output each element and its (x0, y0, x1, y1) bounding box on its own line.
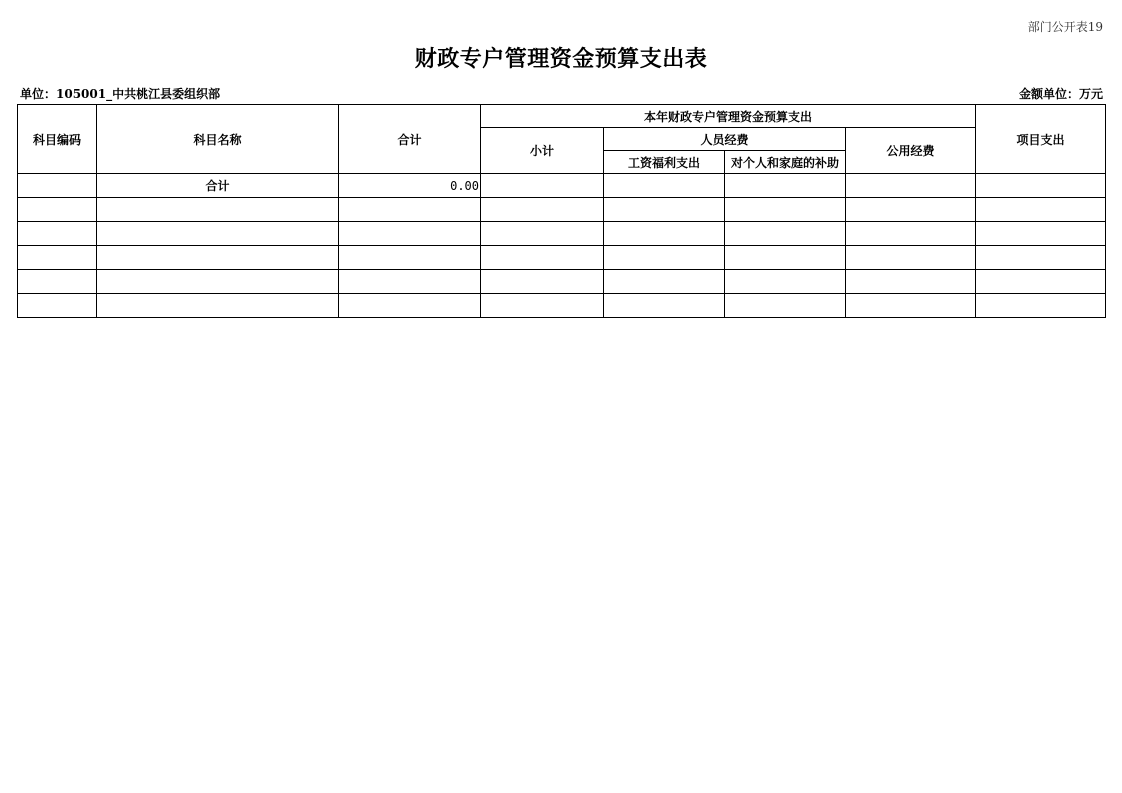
header-project: 项目支出 (976, 105, 1106, 174)
cell-project (976, 198, 1106, 222)
cell-code (18, 198, 97, 222)
table-row (18, 270, 1106, 294)
cell-subtotal (481, 270, 604, 294)
unit-label: 单位：105001_中共桃江县委组织部 (20, 87, 221, 101)
cell-code (18, 294, 97, 318)
cell-code (18, 246, 97, 270)
cell-subtotal (481, 246, 604, 270)
cell-project (976, 174, 1106, 198)
cell-public (846, 174, 976, 198)
amount-unit-label: 金额单位：万元 (1018, 87, 1103, 101)
cell-subsidy (725, 246, 846, 270)
header-name: 科目名称 (97, 105, 339, 174)
cell-subsidy (725, 222, 846, 246)
cell-code (18, 270, 97, 294)
cell-total (339, 198, 481, 222)
form-number: 部门公开表19 (1027, 20, 1103, 34)
cell-public (846, 246, 976, 270)
header-subsidy: 对个人和家庭的补助 (725, 151, 846, 174)
header-code: 科目编码 (18, 105, 97, 174)
cell-subtotal (481, 198, 604, 222)
table-body (18, 174, 1106, 318)
cell-name: 合计 (97, 174, 339, 198)
cell-project (976, 246, 1106, 270)
cell-total (339, 294, 481, 318)
cell-name (97, 246, 339, 270)
cell-name (97, 270, 339, 294)
header-subtotal: 小计 (481, 128, 604, 174)
cell-salary (604, 222, 725, 246)
page-title: 财政专户管理资金预算支出表 (414, 46, 708, 72)
cell-total (339, 222, 481, 246)
budget-table (17, 104, 1106, 318)
cell-salary (604, 270, 725, 294)
cell-project (976, 222, 1106, 246)
table-row (18, 198, 1106, 222)
header-group: 本年财政专户管理资金预算支出 (481, 105, 976, 128)
cell-name (97, 294, 339, 318)
cell-public (846, 222, 976, 246)
cell-project (976, 294, 1106, 318)
cell-subsidy (725, 198, 846, 222)
table-row (18, 294, 1106, 318)
header-public: 公用经费 (846, 128, 976, 174)
header-total: 合计 (339, 105, 481, 174)
header-personnel: 人员经费 (604, 128, 846, 151)
cell-salary (604, 174, 725, 198)
cell-total (339, 246, 481, 270)
cell-subtotal (481, 174, 604, 198)
cell-subtotal (481, 222, 604, 246)
cell-salary (604, 198, 725, 222)
cell-total: 0.00 (339, 174, 481, 198)
table-row (18, 246, 1106, 270)
cell-public (846, 294, 976, 318)
cell-code (18, 222, 97, 246)
table-row (18, 174, 1106, 198)
cell-subsidy (725, 294, 846, 318)
cell-total (339, 270, 481, 294)
cell-subtotal (481, 294, 604, 318)
header-salary: 工资福利支出 (604, 151, 725, 174)
cell-salary (604, 294, 725, 318)
cell-project (976, 270, 1106, 294)
cell-salary (604, 246, 725, 270)
cell-subsidy (725, 270, 846, 294)
cell-public (846, 198, 976, 222)
cell-name (97, 198, 339, 222)
cell-code (18, 174, 97, 198)
cell-public (846, 270, 976, 294)
table-row (18, 222, 1106, 246)
cell-name (97, 222, 339, 246)
cell-subsidy (725, 174, 846, 198)
